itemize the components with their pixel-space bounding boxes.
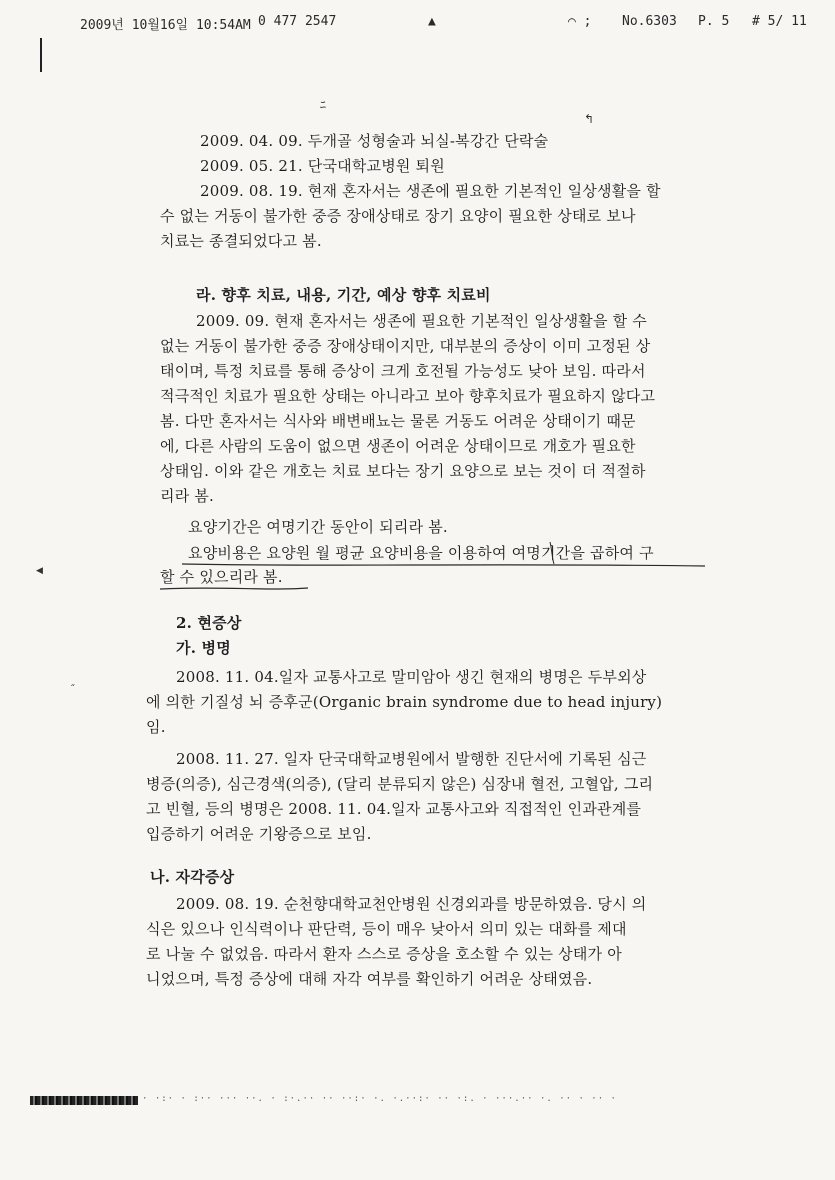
fax-arrow-icon: ▲ <box>428 14 436 29</box>
paragraph-line: 봄. 다만 혼자서는 식사와 배변배뇨는 물론 거동도 어려운 상태이기 때문 <box>160 412 636 430</box>
fax-no: No.6303 <box>622 14 677 29</box>
scan-speck: ﾆ <box>320 98 327 112</box>
paragraph-line: 2009. 08. 19. 순천향대학교천안병원 신경외과를 방문하였음. 당시 의 <box>176 895 647 913</box>
care-cost-line: 요양비용은 요양원 월 평균 요양비용을 이용하여 여명기간을 곱하여 구 <box>188 544 654 562</box>
paragraph-line: 입증하기 어려운 기왕증으로 보임. <box>146 825 372 843</box>
paragraph-line: 적극적인 치료가 필요한 상태는 아니라고 보아 향후치료가 필요하지 않다고 <box>160 387 656 405</box>
timeline-line: 수 없는 거동이 불가한 중증 장애상태로 장기 요양이 필요한 상태로 보나 <box>160 207 636 225</box>
scan-speck: ˝ <box>70 684 75 695</box>
paragraph-line: 에 의한 기질성 뇌 증후군(Organic brain syndrome due to head injury) <box>146 693 663 711</box>
subsection-ga-heading: 가. 병명 <box>176 639 231 657</box>
fax-footer-noise <box>30 1096 138 1105</box>
paragraph-line: 로 나눌 수 없었음. 따라서 환자 스스로 증상을 호소할 수 있는 상태가 아 <box>146 945 622 963</box>
fax-signature-icon: ⌒ ; <box>568 14 592 29</box>
fax-datetime: 2009년 10월16일 10:54AM <box>80 18 251 33</box>
care-cost-line: 할 수 있으리라 봄. <box>160 568 283 586</box>
paragraph-line: 에, 다른 사람의 도움이 없으면 생존이 어려운 상태이므로 개호가 필요한 <box>160 437 636 455</box>
timeline-line: 치료는 종결되었다고 봄. <box>160 232 322 250</box>
paragraph-line: 니었으며, 특정 증상에 대해 자각 여부를 확인하기 어려운 상태였음. <box>146 970 593 988</box>
paragraph-line: 없는 거동이 불가한 중증 장애상태이지만, 대부분의 증상이 이미 고정된 상 <box>160 337 651 355</box>
paragraph-line: 2008. 11. 27. 일자 단국대학교병원에서 발행한 진단서에 기록된 심근 <box>176 750 647 768</box>
paragraph-line: 리라 봄. <box>160 487 215 505</box>
paragraph-line: 임. <box>146 718 166 736</box>
left-arrow-icon: ◀ <box>36 566 43 576</box>
section-2-heading: 2. 현증상 <box>176 614 242 632</box>
scan-speck: ↰ <box>584 112 595 126</box>
fax-number: 0 477 2547 <box>258 14 337 29</box>
paragraph-line: 병증(의증), 심근경색(의증), (달리 분류되지 않은) 심장내 혈전, 고혈압, 그리 <box>146 775 654 793</box>
paragraph-line: 2009. 09. 현재 혼자서는 생존에 필요한 기본적인 일상생활을 할 수 <box>196 312 647 330</box>
paragraph-line: 상태임. 이와 같은 개호는 치료 보다는 장기 요양으로 보는 것이 더 적절하 <box>160 462 646 480</box>
timeline-line: 2009. 08. 19. 현재 혼자서는 생존에 필요한 기본적인 일상생활을 할 <box>200 182 661 200</box>
fax-edge-line <box>40 38 42 72</box>
fax-header <box>0 8 835 34</box>
section-ra-heading: 라. 향후 치료, 내용, 기간, 예상 향후 치료비 <box>196 286 491 304</box>
timeline-line: 2009. 05. 21. 단국대학교병원 퇴원 <box>200 157 445 175</box>
subsection-na-heading: 나. 자각증상 <box>150 868 235 886</box>
handwritten-underline <box>150 534 750 594</box>
paragraph-line: 고 빈혈, 등의 병명은 2008. 11. 04.일자 교통사고와 직접적인 인과관계를 <box>146 800 642 818</box>
paragraph-line: 태이며, 특정 치료를 통해 증상이 크게 호전될 가능성도 낮아 보임. 따라서 <box>160 362 646 380</box>
timeline-line: 2009. 04. 09. 두개골 성형술과 뇌실-복강간 단락술 <box>200 132 549 150</box>
paragraph-line: 식은 있으나 인식력이나 판단력, 등이 매우 낮아서 의미 있는 대화를 제대 <box>146 920 627 938</box>
fax-page: P. 5 <box>698 14 730 29</box>
paragraph-line: 2008. 11. 04.일자 교통사고로 말미암아 생긴 현재의 병명은 두부외상 <box>176 668 647 686</box>
fax-footer-noise: · ·:· · :·· ··· ··. · :·.·· ·· ··:· ·. ·.··:· ·· ·:. · ···.·· ·. ·· · ·· · <box>142 1094 617 1104</box>
fax-sheet-count: # 5/ 11 <box>752 14 807 29</box>
care-period-line: 요양기간은 여명기간 동안이 되리라 봄. <box>188 518 448 536</box>
